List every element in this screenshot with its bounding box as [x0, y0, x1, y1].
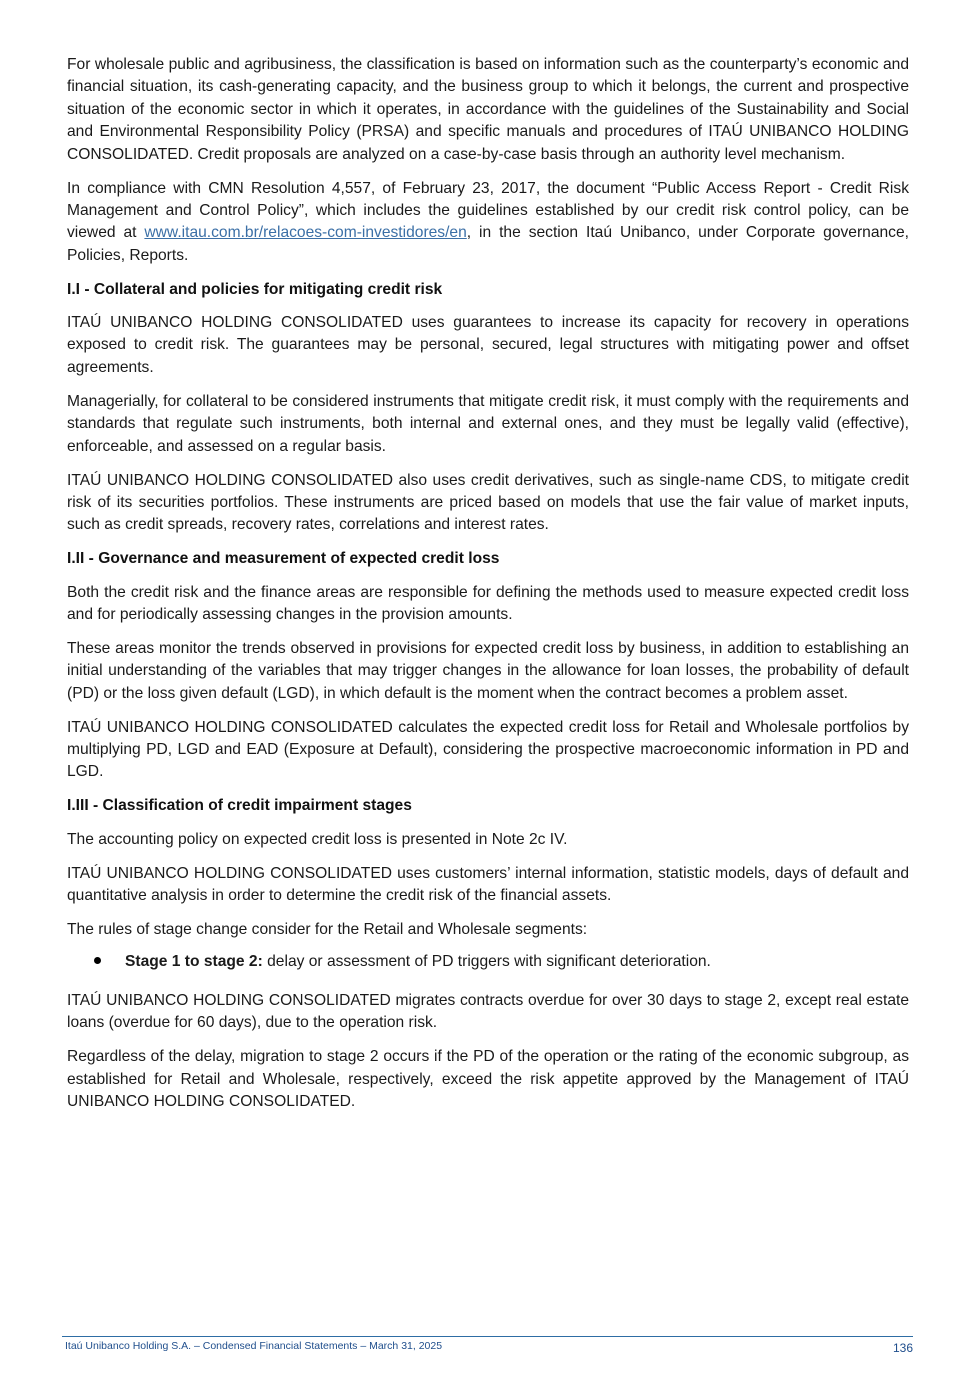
paragraph-ecl-calculation: ITAÚ UNIBANCO HOLDING CONSOLIDATED calculates the expected credit loss for Retail and Wholesale portfolios by multiplying PD, LGD and EAD (Exposure at Default), considering the prospective macroeconomic information in PD and LGD. [67, 718, 909, 781]
paragraph-regardless-delay: Regardless of the delay, migration to stage 2 occurs if the PD of the operation or the rating of the economic subgroup, as established for Retail and Wholesale, respectively, exceed the risk appetite approved by the Management of ITAÚ UNIBANCO HOLDING CONSOLIDATED. [67, 1048, 909, 1110]
bullet-icon [94, 957, 101, 964]
paragraph-accounting-policy: The accounting policy on expected credit loss is presented in Note 2c IV. [67, 830, 568, 848]
paragraph-overdue-migration: ITAÚ UNIBANCO HOLDING CONSOLIDATED migrates contracts overdue for over 30 days to stage 2, except real estate loans (overdue for 60 days), due to the operation risk. [67, 991, 909, 1032]
paragraph-cmn-text-2: , in the section Itaú Unibanco, under Corporate governance, Policies, Reports. [67, 224, 909, 264]
paragraph-credit-derivatives: ITAÚ UNIBANCO HOLDING CONSOLIDATED also uses credit derivatives, such as single-name CDS, to mitigate credit risk of its securities portfolios. These instruments are priced based on models that use the fair value of market inputs, such as credit spreads, recovery rates, correlations and interest rates. [67, 471, 909, 534]
section-heading-governance: I.II - Governance and measurement of expected credit loss [67, 550, 500, 568]
paragraph-cmn-text-1: In compliance with CMN Resolution 4,557, of February 23, 2017, the document “Public Access Report - Credit Risk Management and Control Policy”, which includes the guidelines established by our credit risk control policy, can be viewed at [67, 179, 909, 242]
footer-title: Itaú Unibanco Holding S.A. – Condensed Financial Statements – March 31, 2025 [65, 1340, 443, 1352]
paragraph-wholesale-classification: For wholesale public and agribusiness, the classification is based on information such as the counterparty’s economic and financial situation, its cash-generating capacity, and the business group to which it belongs, the current and prospective situation of the economic sector in which it operates, in accordance with the guidelines of the Sustainability and Social and Environmental Responsibility Policy (PRSA) and specific manuals and procedures of ITAÚ UNIBANCO HOLDING CONSOLIDATED. Credit proposals are analyzed on a case-by-case basis through an authority level mechanism. [67, 56, 909, 163]
paragraph-internal-information: ITAÚ UNIBANCO HOLDING CONSOLIDATED uses customers’ internal information, statistic models, days of default and quantitative analysis in order to determine the credit risk of the financial assets. [67, 864, 909, 905]
section-heading-classification: I.III - Classification of credit impairment stages [67, 797, 412, 815]
page-footer [62, 1336, 913, 1355]
document-body [67, 54, 909, 1125]
stage-change-list [67, 951, 909, 973]
bullet-text: delay or assessment of PD triggers with significant deterioration. [262, 953, 711, 971]
investor-relations-link[interactable]: www.itau.com.br/relacoes-com-investidores/en [144, 224, 467, 242]
bullet-label: Stage 1 to stage 2: [125, 953, 263, 971]
paragraph-managerially: Managerially, for collateral to be considered instruments that mitigate credit risk, it must comply with the requirements and standards that regulate such instruments, both internal and external ones, and they must be legally valid (effective), enforceable, and assessed on a regular basis. [67, 392, 909, 455]
section-heading-collateral: I.I - Collateral and policies for mitigating credit risk [67, 280, 443, 298]
paragraph-areas-responsible: Both the credit risk and the finance areas are responsible for defining the methods used to measure expected credit loss and for periodically assessing changes in the provision amounts. [67, 583, 909, 624]
page-number: 136 [892, 1341, 913, 1355]
paragraph-stage-rules: The rules of stage change consider for the Retail and Wholesale segments: [67, 921, 588, 938]
paragraph-trends-monitoring: These areas monitor the trends observed in provisions for expected credit loss by business, in addition to establishing an initial understanding of the variables that may trigger changes in the allowance for loan losses, the probability of default (PD) or the loss given default (LGD), in which default is the moment when the contract becomes a problem asset. [67, 639, 909, 702]
list-item [67, 951, 909, 973]
paragraph-guarantees: ITAÚ UNIBANCO HOLDING CONSOLIDATED uses guarantees to increase its capacity for recovery in operations exposed to credit risk. The guarantees may be personal, secured, legal structures with mitigating power and offset agreements. [67, 314, 909, 376]
paragraph-cmn-resolution [67, 178, 909, 268]
